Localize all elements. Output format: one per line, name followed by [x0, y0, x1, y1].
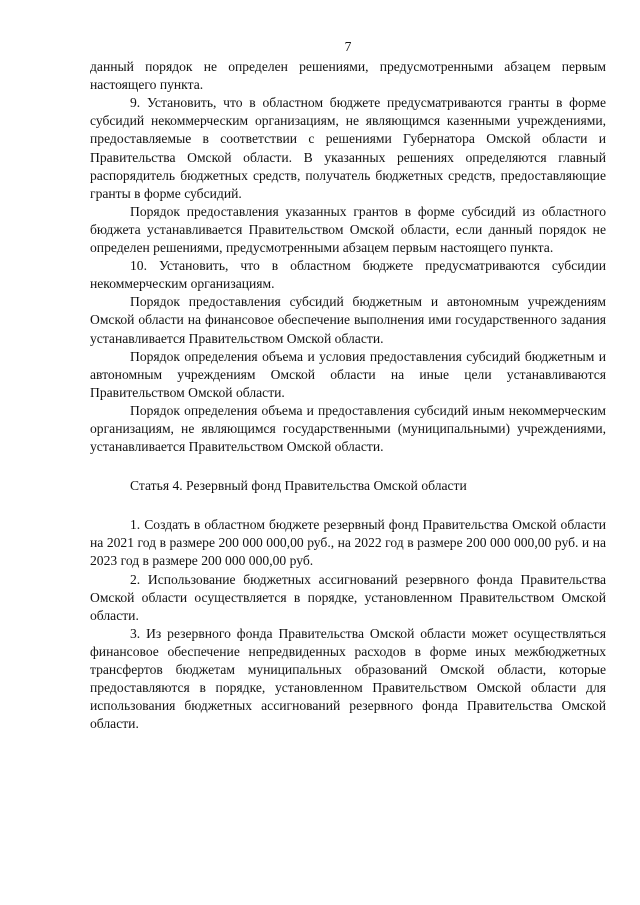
- paragraph-state-task-subsidies: Порядок предоставления субсидий бюджетным и автономным учреждениям Омской области на финансовое обеспечение выполнения ими государственного задания устанавливается Правительством Омской области.: [90, 294, 606, 346]
- paragraph-article4-item-1: 1. Создать в областном бюджете резервный фонд Правительства Омской области на 2021 год в размере 200 000 000,00 руб., на 2022 год в размере 200 000 000,00 руб. и на 2023 год в размере 200 000 000,00 руб.: [90, 517, 606, 569]
- paragraph-article4-item-3: 3. Из резервного фонда Правительства Омской области может осуществляться финансовое обеспечение непредвиденных расходов в форме иных межбюджетных трансфертов бюджетам муниципальных образований Омской области, которые предоставляются в порядке, установленном Правительством Омской области для использования бюджетных ассигнований резервного фонда Правительства Омской области.: [90, 625, 606, 732]
- paragraph-article4-item-2: 2. Использование бюджетных ассигнований резервного фонда Правительства Омской области осуществляется в порядке, установленном Правительством Омской области.: [90, 571, 606, 623]
- document-page: [90, 38, 606, 733]
- page-number: 7: [344, 39, 352, 54]
- paragraph-continuation: данный порядок не определен решениями, предусмотренными абзацем первым настоящего пункта.: [90, 59, 606, 93]
- spacer: [90, 495, 606, 516]
- paragraph-other-purpose-subsidies: Порядок определения объема и условия предоставления субсидий бюджетным и автономным учреждениям Омской области на иные цели устанавливаются Правительством Омской области.: [90, 348, 606, 400]
- paragraph-item-9: 9. Установить, что в областном бюджете предусматриваются гранты в форме субсидий некоммерческим организациям, не являющимся казенными учреждениями, предоставляемые в соответствии с решениями Губернатора Омской области и Правительства Омской области. В указанных решениях определяются главный распорядитель бюджетных средств, получатель бюджетных средств, предоставляющие гранты в форме субсидий.: [90, 95, 606, 201]
- paragraph-item-10: 10. Установить, что в областном бюджете предусматриваются субсидии некоммерческим организациям.: [90, 258, 606, 292]
- paragraph-grants-procedure: Порядок предоставления указанных грантов в форме субсидий из областного бюджета устанавливается Правительством Омской области, если данный порядок не определен решениями, предусмотренными абзацем первым настоящего пункта.: [90, 203, 606, 256]
- paragraph-nonprofit-subsidies: Порядок определения объема и предоставления субсидий иным некоммерческим организациям, не являющимся государственными (муниципальными) учреждениями, устанавливается Правительством Омской области.: [90, 402, 606, 455]
- article-title: Статья 4. Резервный фонд Правительства Омской области: [130, 478, 467, 494]
- spacer: [90, 456, 606, 477]
